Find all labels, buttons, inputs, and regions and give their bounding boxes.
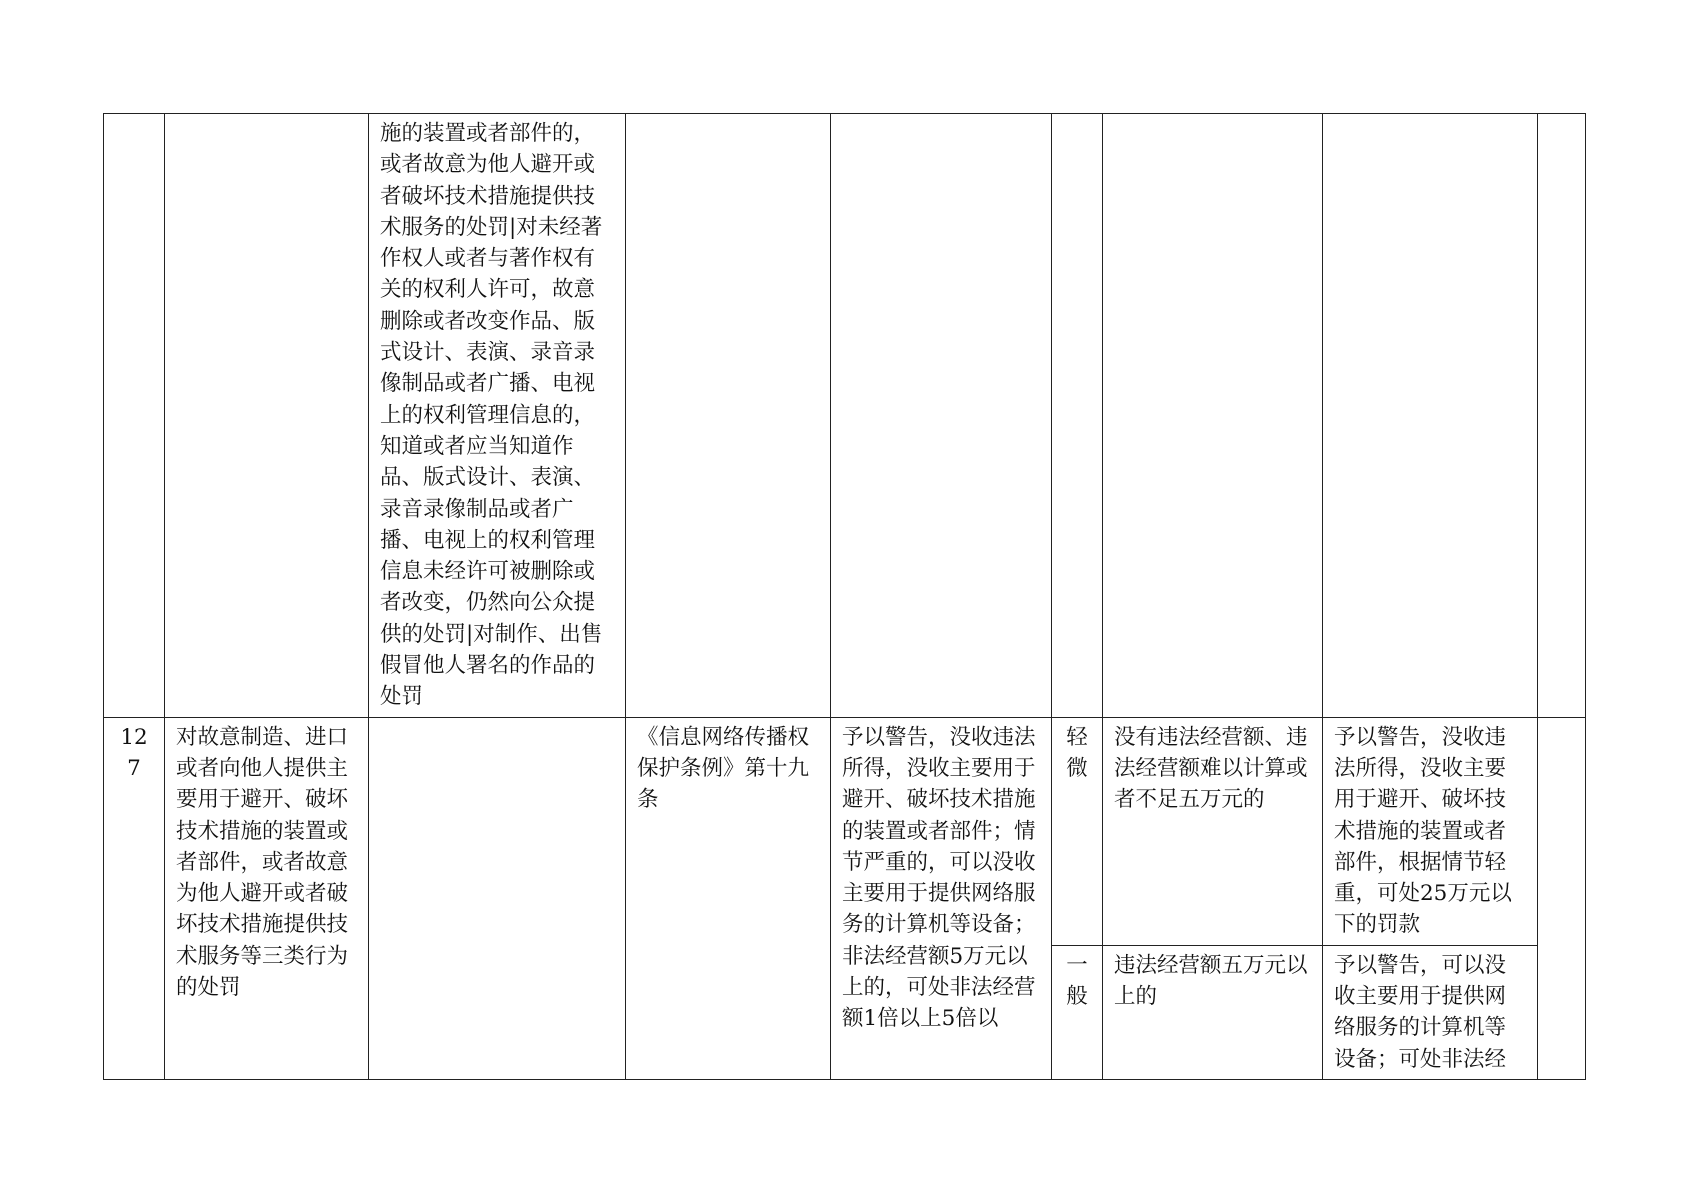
cell-standard (1323, 114, 1538, 718)
table-row-continuation (104, 114, 1586, 718)
cell-item-name: 对故意制造、进口或者向他人提供主要用于避开、破坏技术措施的装置或者部件，或者故意为他人避开或者破坏技术措施提供技术服务等三类行为的处罚 (165, 717, 369, 1079)
table-row-127 (104, 717, 1586, 945)
cell-item-name (165, 114, 369, 718)
cell-penalty-provision (831, 114, 1052, 718)
cell-standard-general: 予以警告，可以没收主要用于提供网络服务的计算机等设备；可处非法经 (1323, 945, 1538, 1079)
cell-number (104, 114, 165, 718)
cell-legal-basis (626, 114, 831, 718)
cell-circumstance-general: 违法经营额五万元以上的 (1103, 945, 1323, 1079)
cell-item-description: 施的装置或者部件的，或者故意为他人避开或者破坏技术措施提供技术服务的处罚|对未经著作权人或者与著作权有关的权利人许可，故意删除或者改变作品、版式设计、表演、录音录像制品或者广播、电视上的权利管理信息的，知道或者应当知道作品、版式设计、表演、录音录像制品或者广播、电视上的权利管理信息未经许可被删除或者改变，仍然向公众提供的处罚|对制作、出售假冒他人署名的作品的处罚 (369, 114, 626, 718)
cell-item-description (369, 717, 626, 1079)
cell-standard-minor: 予以警告，没收违法所得，没收主要用于避开、破坏技术措施的装置或者部件，根据情节轻重，可处25万元以下的罚款 (1323, 717, 1538, 945)
cell-remark (1538, 114, 1586, 718)
cell-circumstance (1103, 114, 1323, 718)
cell-remark (1538, 717, 1586, 1079)
cell-degree-general: 一般 (1052, 945, 1103, 1079)
cell-legal-basis: 《信息网络传播权保护条例》第十九条 (626, 717, 831, 1079)
cell-penalty-provision: 予以警告，没收违法所得，没收主要用于避开、破坏技术措施的装置或者部件；情节严重的，可以没收主要用于提供网络服务的计算机等设备；非法经营额5万元以上的，可处非法经营额1倍以上5倍以 (831, 717, 1052, 1079)
cell-degree-minor: 轻微 (1052, 717, 1103, 945)
cell-degree (1052, 114, 1103, 718)
cell-circumstance-minor: 没有违法经营额、违法经营额难以计算或者不足五万元的 (1103, 717, 1323, 945)
penalty-standard-table (103, 113, 1586, 1080)
cell-number: 127 (104, 717, 165, 1079)
